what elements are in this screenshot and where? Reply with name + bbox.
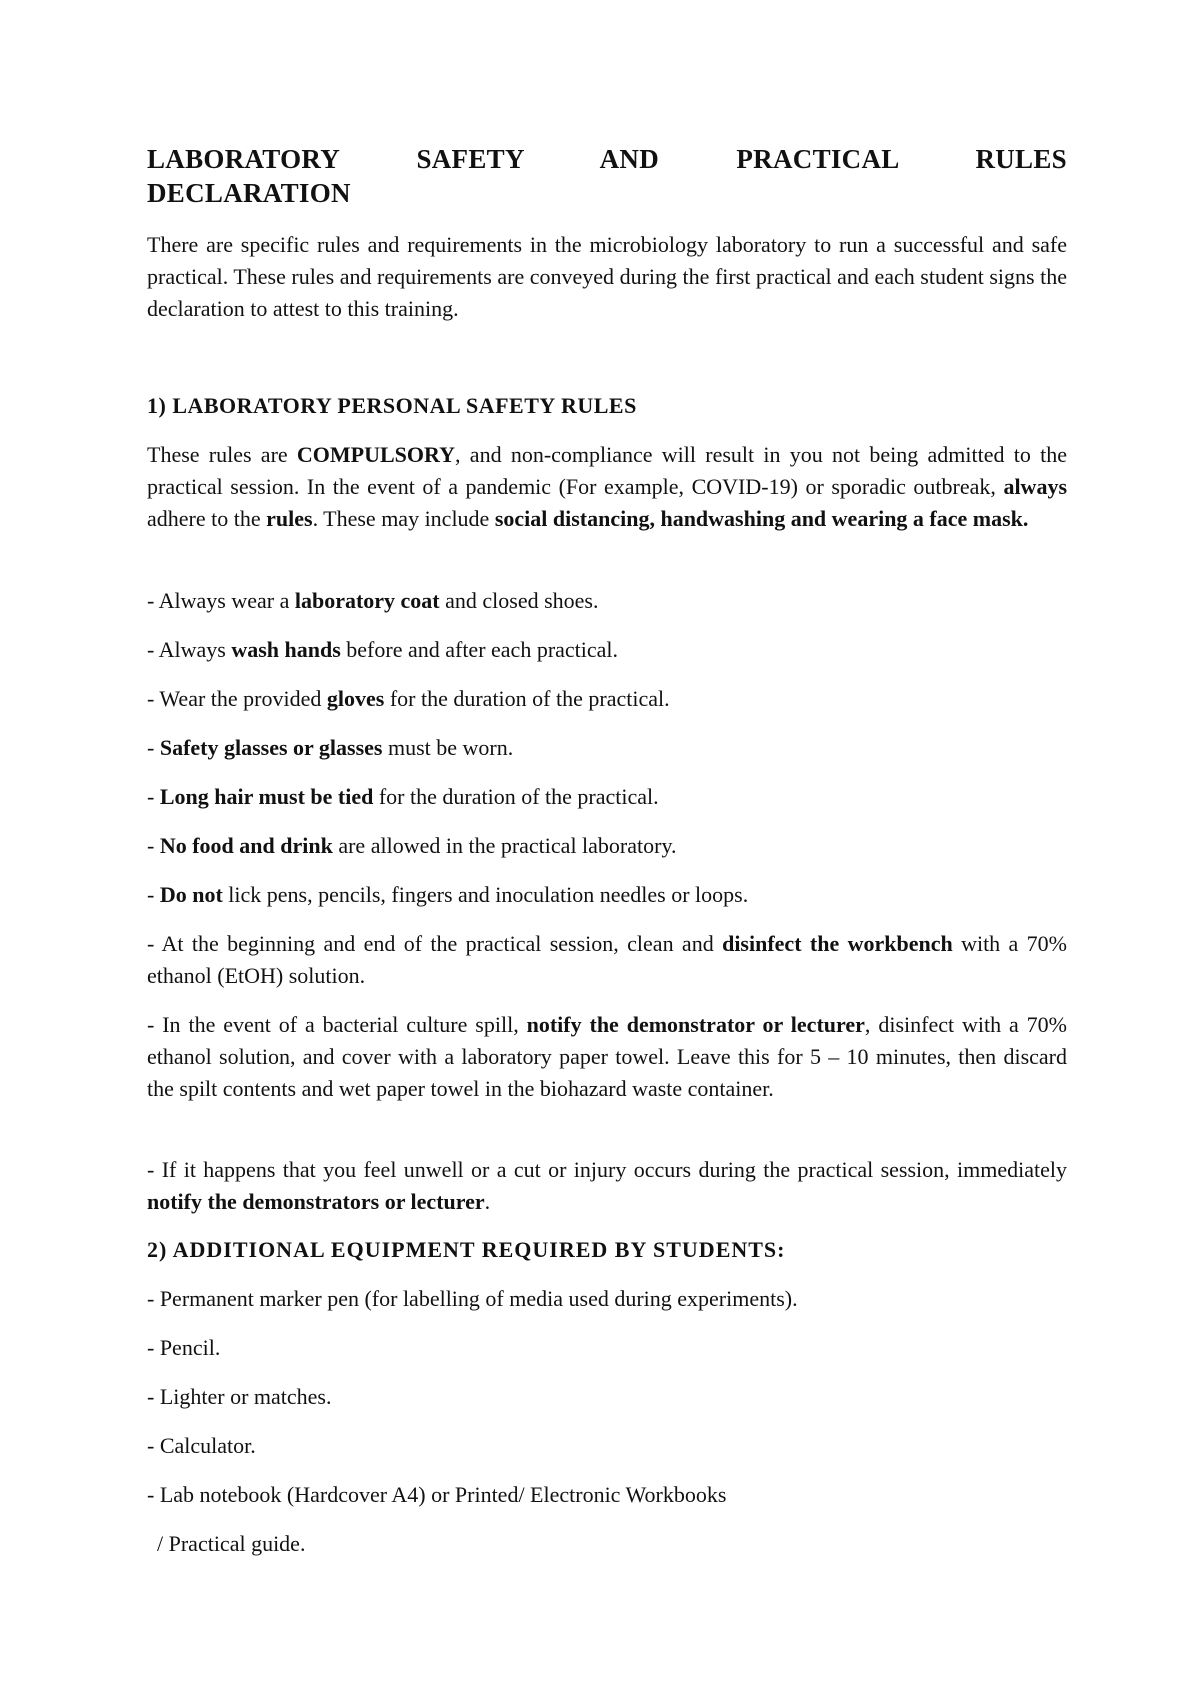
equipment-item: - Permanent marker pen (for labelling of media used during experiments). (147, 1286, 798, 1311)
section-1-paragraph (147, 439, 1067, 535)
equipment-item: - Lighter or matches. (147, 1384, 332, 1409)
para-bold: always (1003, 474, 1067, 499)
safety-rule-item: - Wear the provided gloves for the duration of the practical. (147, 686, 670, 711)
document-title-line1 (147, 142, 1067, 176)
title-word: AND (599, 144, 660, 174)
section-1-heading: 1) LABORATORY PERSONAL SAFETY RULES (147, 393, 637, 418)
safety-rule-item: - At the beginning and end of the practical session, clean and disinfect the workbench with a 70% ethanol (EtOH) solution. (147, 931, 1068, 988)
para-text: adhere to the (147, 506, 267, 531)
para-text: , and non-compliance will result in you not being admitted to the practical session. In the event of a pandemic (For example, COVID-19) or sporadic outbreak, (147, 442, 1067, 499)
para-text: . These may include (312, 506, 495, 531)
para-bold: social distancing, handwashing and wearing a face mask. (494, 506, 1029, 531)
equipment-item: / Practical guide. (157, 1531, 306, 1556)
safety-rule-item: - Do not lick pens, pencils, fingers and inoculation needles or loops. (147, 882, 749, 907)
equipment-item: - Lab notebook (Hardcover A4) or Printed/ Electronic Workbooks (147, 1482, 727, 1507)
title-word: PRACTICAL (736, 144, 899, 174)
safety-rule-item: - Always wash hands before and after each practical. (147, 637, 619, 662)
equipment-item: - Calculator. (147, 1433, 256, 1458)
safety-rule-item: - If it happens that you feel unwell or a cut or injury occurs during the practical session, immediately notify the demonstrators or lecturer. (147, 1157, 1067, 1214)
para-text: These rules are (147, 442, 297, 467)
equipment-item: - Pencil. (147, 1335, 221, 1360)
para-bold: COMPULSORY (296, 442, 456, 467)
safety-rule-item: - In the event of a bacterial culture spill, notify the demonstrator or lecturer, disinfect with a 70% ethanol solution, and cover with a laboratory paper towel. Leave this for 5 – 10 minutes, then discard the spilt contents and wet paper towel in the biohazard waste container. (147, 1012, 1067, 1101)
title-word: RULES (975, 144, 1067, 174)
section-2-heading: 2) ADDITIONAL EQUIPMENT REQUIRED BY STUDENTS: (147, 1237, 786, 1262)
safety-rule-item: - Safety glasses or glasses must be worn. (147, 735, 514, 760)
para-bold: rules (266, 506, 313, 531)
safety-rule-item: - Always wear a laboratory coat and closed shoes. (147, 588, 599, 613)
document-title-line2: DECLARATION (147, 178, 351, 208)
safety-rule-item: - Long hair must be tied for the duration of the practical. (147, 784, 659, 809)
title-word: LABORATORY (147, 144, 340, 174)
intro-paragraph: There are specific rules and requirements in the microbiology laboratory to run a successful and safe practical. These rules and requirements are conveyed during the first practical and each student signs the declaration to attest to this training. (147, 232, 1067, 321)
title-word: SAFETY (416, 144, 524, 174)
safety-rule-item: - No food and drink are allowed in the practical laboratory. (147, 833, 677, 858)
